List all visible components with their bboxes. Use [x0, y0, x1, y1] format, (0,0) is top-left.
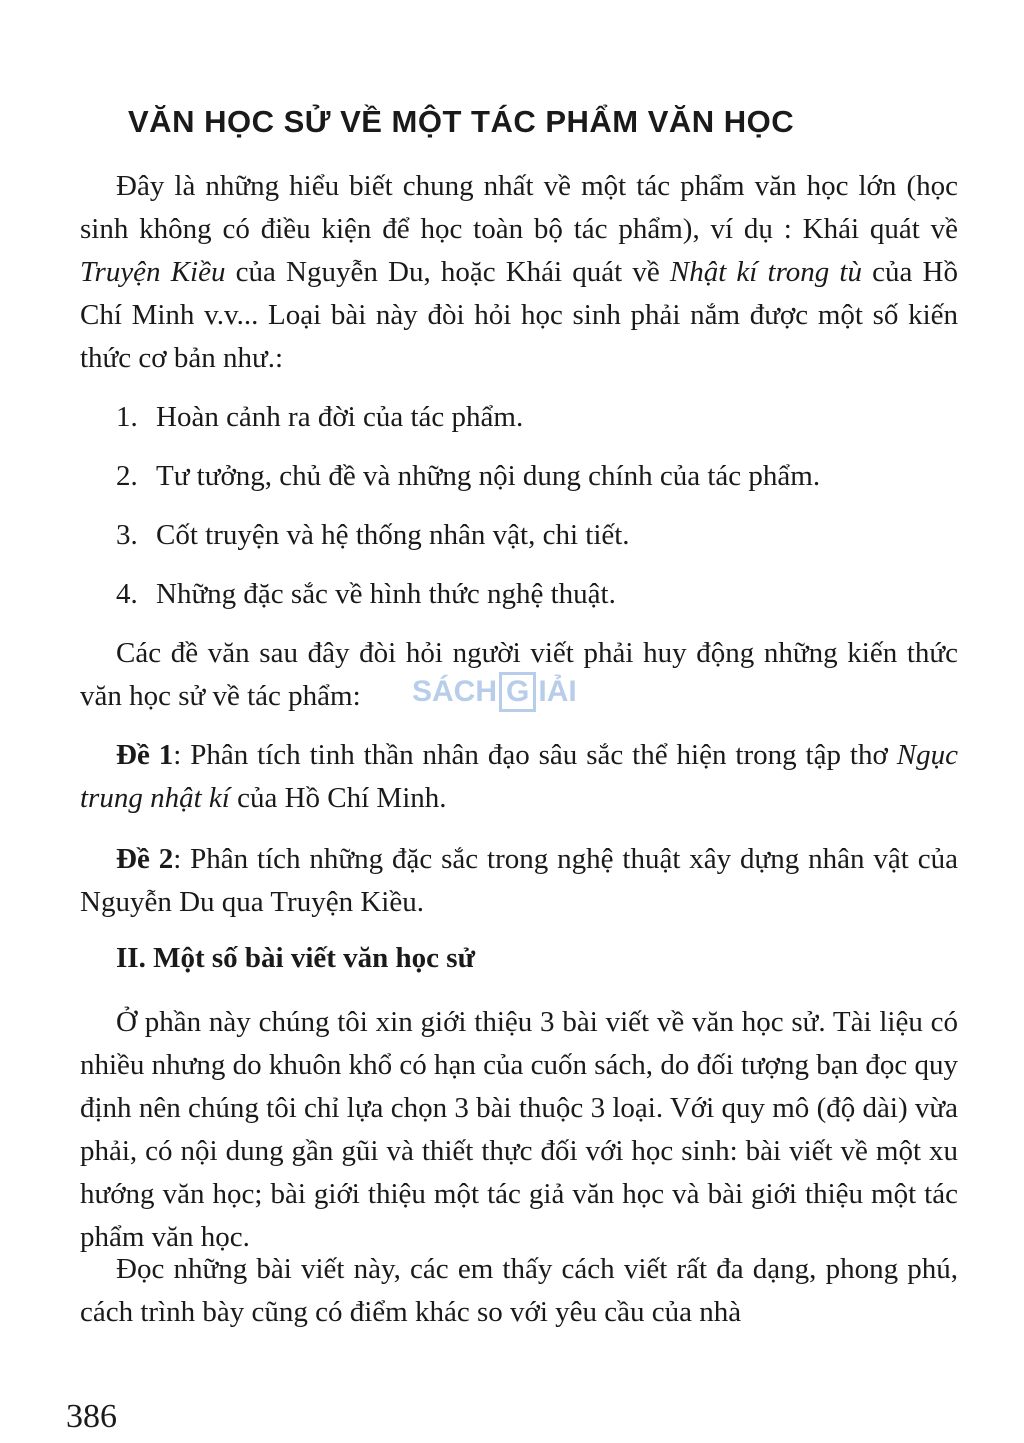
exam-topic-1-italic: Ngục trung nhật kí	[80, 739, 958, 814]
exam-topic-2-text: : Phân tích những đặc sắc trong nghệ thuật xây dựng nhân vật của Nguyễn Du qua Truyện Kiều.	[80, 843, 958, 918]
list-item-number: 2.	[116, 460, 138, 492]
intro-paragraph	[80, 165, 958, 380]
intro-text-3: của Hồ Chí Minh v.v... Loại bài này đòi hỏi học sinh phải nắm được một số kiến thức cơ bản như.:	[80, 256, 958, 374]
list-item	[116, 396, 523, 439]
intro-text-1: Đây là những hiểu biết chung nhất về một tác phẩm văn học lớn (học sinh không có điều kiện để học toàn bộ tác phẩm), ví dụ : Khái quát về	[80, 170, 958, 245]
intro-italic-2: Nhật kí trong tù	[669, 256, 862, 288]
exam-topic-2-label: Đề 2	[116, 843, 174, 875]
list-item-number: 3.	[116, 519, 138, 551]
intro-text-2: của Nguyễn Du, hoặc Khái quát về	[225, 256, 670, 288]
exam-topic-1-text-2: của Hồ Chí Minh.	[229, 782, 447, 814]
list-item-text: Hoàn cảnh ra đời của tác phẩm.	[156, 401, 524, 433]
list-item	[116, 514, 630, 557]
list-item	[116, 573, 616, 616]
section-heading: II. Một số bài viết văn học sử	[116, 942, 475, 974]
exam-intro-paragraph: Các đề văn sau đây đòi hỏi người viết phải huy động những kiến thức văn học sử về tác phẩm:	[80, 637, 958, 712]
watermark-logo	[412, 672, 622, 752]
exam-topic-1-label: Đề 1	[116, 739, 174, 771]
list-item-number: 1.	[116, 401, 138, 433]
body-paragraph: Ở phần này chúng tôi xin giới thiệu 3 bài viết về văn học sử. Tài liệu có nhiều nhưng do khuôn khổ có hạn của cuốn sách, do đối tượng bạn đọc quy định nên chúng tôi chỉ lựa chọn 3 bài thuộc 3 loại. Với quy mô (độ dài) vừa phải, có nội dung gần gũi và thiết thực đối với học sinh: bài viết về một xu hướng văn học; bài giới thiệu một tác giả văn học và bài giới thiệu một tác phẩm văn học.	[80, 1006, 958, 1253]
body-paragraph: Đọc những bài viết này, các em thấy cách viết rất đa dạng, phong phú, cách trình bày cũng có điểm khác so với yêu cầu của nhà	[80, 1253, 958, 1328]
list-item	[116, 455, 820, 498]
list-item-number: 4.	[116, 578, 138, 610]
watermark-right: IẢI	[538, 675, 577, 708]
intro-italic-1: Truyện Kiều	[80, 256, 226, 288]
page-number: 386	[66, 1398, 117, 1435]
watermark-g: G	[499, 672, 536, 712]
list-item-text: Những đặc sắc về hình thức nghệ thuật.	[156, 578, 616, 610]
watermark-left: SÁCH	[412, 675, 498, 708]
list-item-text: Tư tưởng, chủ đề và những nội dung chính của tác phẩm.	[156, 460, 821, 492]
page-title: VĂN HỌC SỬ VỀ MỘT TÁC PHẨM VĂN HỌC	[128, 104, 795, 139]
exam-topic-1-text-1: : Phân tích tinh thần nhân đạo sâu sắc thể hiện trong tập thơ	[173, 739, 897, 771]
exam-topic-2	[80, 838, 958, 924]
list-item-text: Cốt truyện và hệ thống nhân vật, chi tiết.	[156, 519, 630, 551]
